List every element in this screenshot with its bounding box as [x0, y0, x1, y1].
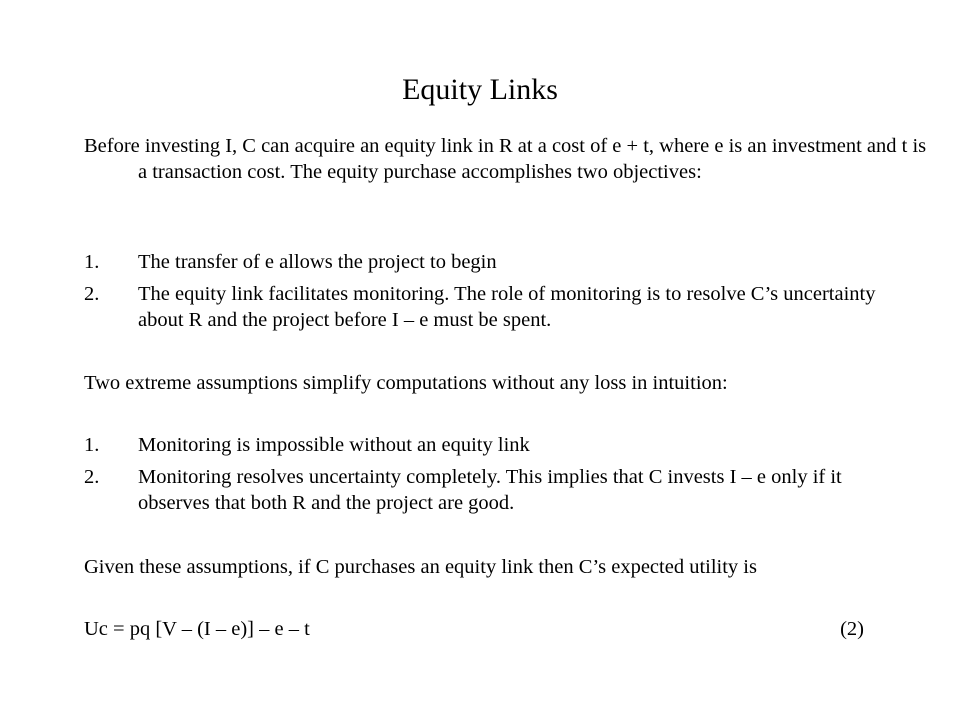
list-item — [84, 464, 884, 516]
list-item — [84, 281, 884, 333]
list-item — [84, 432, 884, 458]
list-number: 2. — [84, 466, 100, 488]
list-item-text: Monitoring resolves uncertainty completely. This implies that C invests I – e only if it observes that both R and the project are good. — [138, 466, 842, 514]
list-number: 1. — [84, 251, 100, 273]
equation-number: (2) — [840, 618, 864, 640]
list-item — [84, 249, 884, 275]
intro-paragraph: Before investing I, C can acquire an equity link in R at a cost of e + t, where e is an investment and t is a transaction cost. The equity purchase accomplishes two objectives: — [84, 135, 927, 183]
conclusion-paragraph: Given these assumptions, if C purchases an equity link then C’s expected utility is — [84, 556, 757, 578]
list-item-text: The equity link facilitates monitoring. The role of monitoring is to resolve C’s uncertainty about R and the project before I – e must be spent. — [138, 283, 876, 331]
objectives-list — [84, 249, 884, 333]
slide-title: Equity Links — [402, 73, 558, 106]
assumptions-list — [84, 432, 884, 516]
list-number: 1. — [84, 434, 100, 456]
list-item-text: Monitoring is impossible without an equity link — [138, 434, 530, 456]
equation: Uc = pq [V – (I – e)] – e – t — [84, 618, 310, 640]
assumptions-intro: Two extreme assumptions simplify computations without any loss in intuition: — [84, 372, 728, 394]
list-number: 2. — [84, 283, 100, 305]
list-item-text: The transfer of e allows the project to begin — [138, 251, 497, 273]
equation-row — [84, 616, 864, 642]
